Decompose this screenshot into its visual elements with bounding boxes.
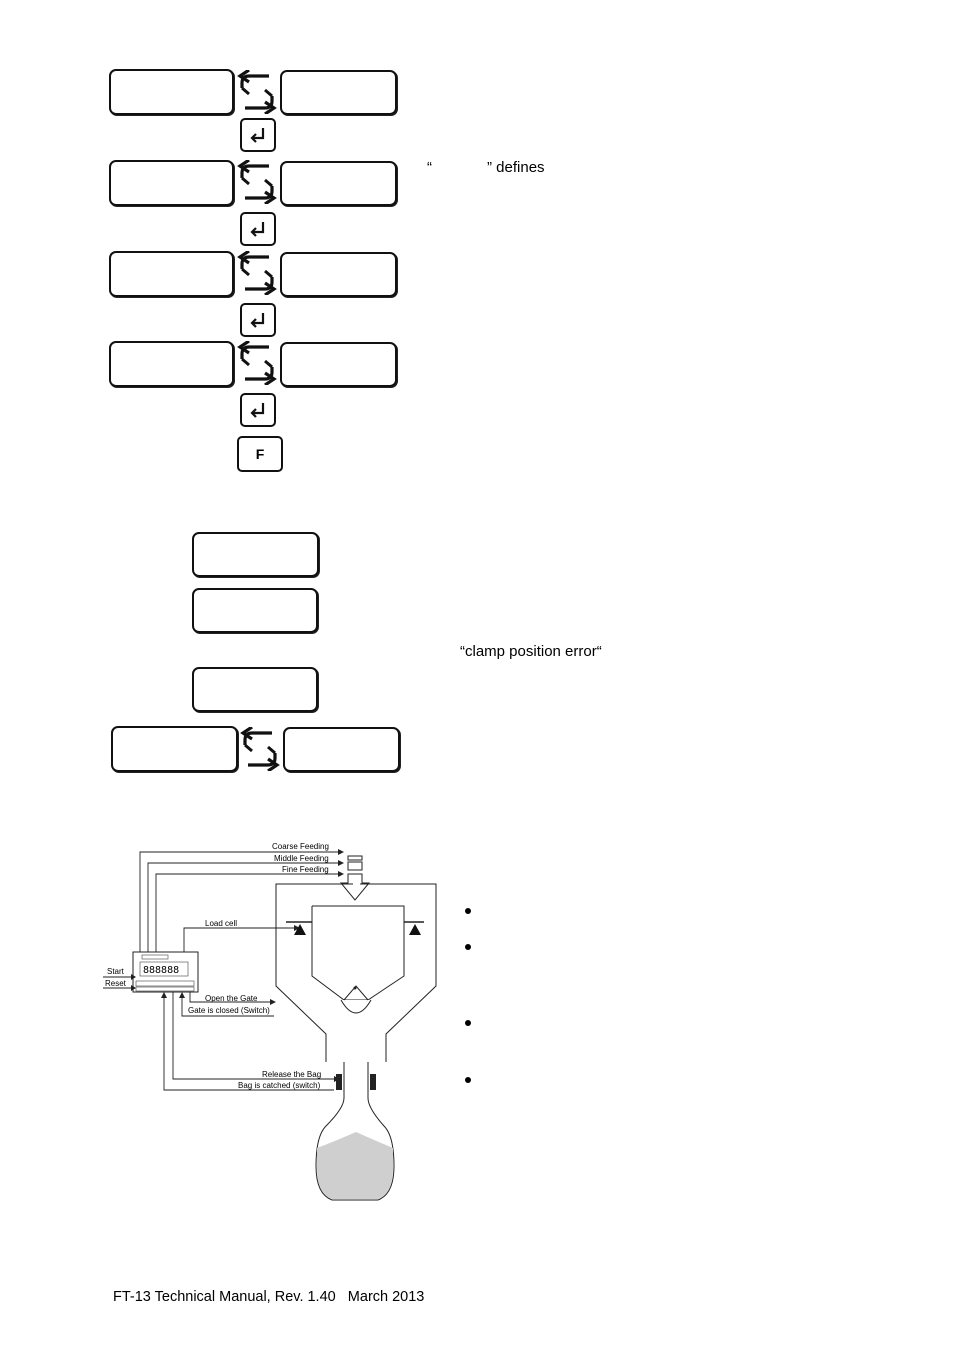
enter-key-icon[interactable] [240, 303, 276, 337]
lcd-display [109, 69, 234, 115]
lcd-display [109, 251, 234, 297]
bag-catched-label: Bag is catched (switch) [238, 1081, 321, 1090]
gate-closed-label: Gate is closed (Switch) [188, 1006, 270, 1015]
cycle-arrows-icon [237, 160, 277, 204]
bag-clamp-right [370, 1074, 376, 1090]
cycle-arrows-icon [237, 251, 277, 295]
middle-feeding-label: Middle Feeding [274, 854, 329, 863]
coarse-feeding-label: Coarse Feeding [272, 842, 329, 851]
weighing-indicator [133, 952, 198, 992]
weigh-hopper [312, 906, 404, 1013]
lcd-display [283, 727, 400, 772]
lcd-display [192, 532, 319, 577]
f-key-label: F [255, 446, 265, 462]
enter-key-icon[interactable] [240, 393, 276, 427]
lcd-display [109, 160, 234, 206]
lcd-display [280, 342, 397, 387]
fine-feeding-label: Fine Feeding [282, 865, 329, 874]
start-label: Start [107, 967, 124, 976]
defines-text: ” defines [487, 159, 545, 176]
release-bag-label: Release the Bag [262, 1070, 322, 1079]
open-gate-arrowhead [270, 999, 276, 1005]
enter-key-icon[interactable] [240, 212, 276, 246]
enter-arrow-icon [248, 311, 268, 329]
load-cell-line [184, 928, 294, 952]
bag-clamp-left [336, 1074, 342, 1090]
enter-arrow-icon [248, 401, 268, 419]
gate-closed-arrowhead [179, 992, 185, 998]
enter-key-icon[interactable] [240, 118, 276, 152]
lcd-display [280, 70, 397, 115]
lcd-display [111, 726, 238, 772]
f-key-button[interactable] [237, 436, 283, 472]
bullet-marker [465, 908, 471, 914]
lcd-display [109, 341, 234, 387]
bullet-marker [465, 1077, 471, 1083]
clamp-error-text: “clamp position error“ [460, 643, 602, 660]
load-cell-triangle-right [409, 924, 421, 935]
bag-catched-arrowhead [161, 992, 167, 998]
gate-pivot [354, 987, 357, 990]
cycle-arrows-icon [240, 727, 280, 771]
reset-label: Reset [105, 979, 126, 988]
page-footer: FT-13 Technical Manual, Rev. 1.40 March 2013 [113, 1289, 425, 1305]
cycle-arrows-icon [237, 70, 277, 114]
lcd-display [192, 588, 318, 633]
bagging-system-diagram [98, 836, 448, 1208]
lcd-display [280, 161, 397, 206]
bullet-marker [465, 1020, 471, 1026]
defines-quote-open: “ [427, 159, 432, 176]
feeder-spout [341, 856, 369, 900]
lcd-display [192, 667, 318, 712]
enter-arrow-icon [248, 126, 268, 144]
lcd-display [280, 252, 397, 297]
bullet-marker [465, 944, 471, 950]
arrowheads [338, 849, 344, 877]
open-gate-label: Open the Gate [205, 994, 258, 1003]
load-cell-label: Load cell [205, 919, 238, 928]
enter-arrow-icon [248, 220, 268, 238]
cycle-arrows-icon [237, 341, 277, 385]
indicator-display-digits: 888888 [143, 965, 180, 976]
